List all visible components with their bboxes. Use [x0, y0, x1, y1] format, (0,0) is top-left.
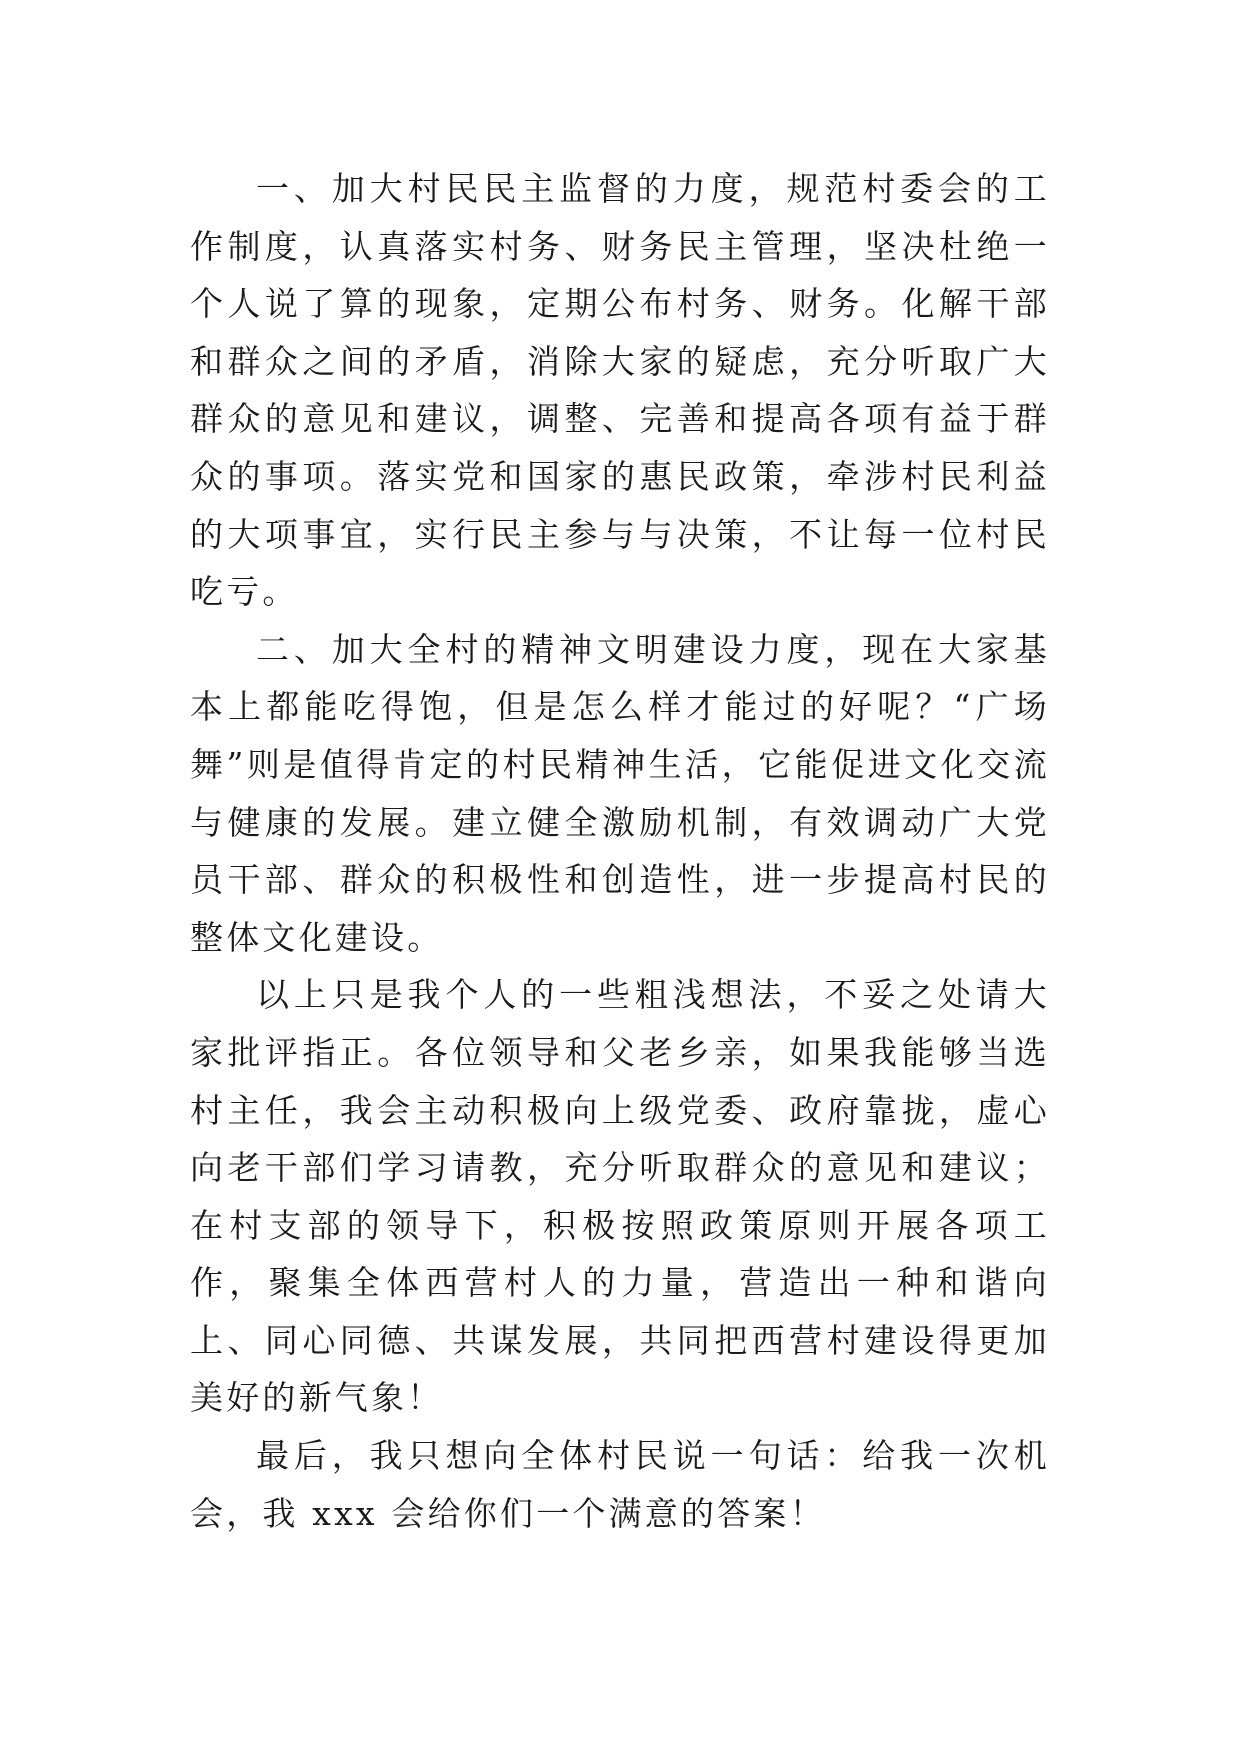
- paragraph-culture: 二、加大全村的精神文明建设力度，现在大家基本上都能吃得饱，但是怎么样才能过的好呢？“广场舞”则是值得肯定的村民精神生活，它能促进文化交流与健康的发展。建立健全激励机制，有效调动广大党员干部、群众的积极性和创造性，进一步提高村民的整体文化建设。: [190, 629, 1050, 957]
- paragraph-supervision: 一、加大村民民主监督的力度，规范村委会的工作制度，认真落实村务、财务民主管理，坚决杜绝一个人说了算的现象，定期公布村务、财务。化解干部和群众之间的矛盾，消除大家的疑虑，充分听取广大群众的意见和建议，调整、完善和提高各项有益于群众的事项。落实党和国家的惠民政策，牵涉村民利益的大项事宜，实行民主参与与决策，不让每一位村民吃亏。: [190, 169, 1050, 612]
- paragraph-closing: 最后，我只想向全体村民说一句话：给我一次机会，我 xxx 会给你们一个满意的答案！: [190, 1436, 1050, 1533]
- paragraph-pledge: 以上只是我个人的一些粗浅想法，不妥之处请大家批评指正。各位领导和父老乡亲，如果我能够当选村主任，我会主动积极向上级党委、政府靠拢，虚心向老干部们学习请教，充分听取群众的意见和建议；在村支部的领导下，积极按照政策原则开展各项工作，聚集全体西营村人的力量，营造出一种和谐向上、同心同德、共谋发展，共同把西营村建设得更加美好的新气象！: [190, 975, 1050, 1418]
- document-body: [190, 160, 1050, 1542]
